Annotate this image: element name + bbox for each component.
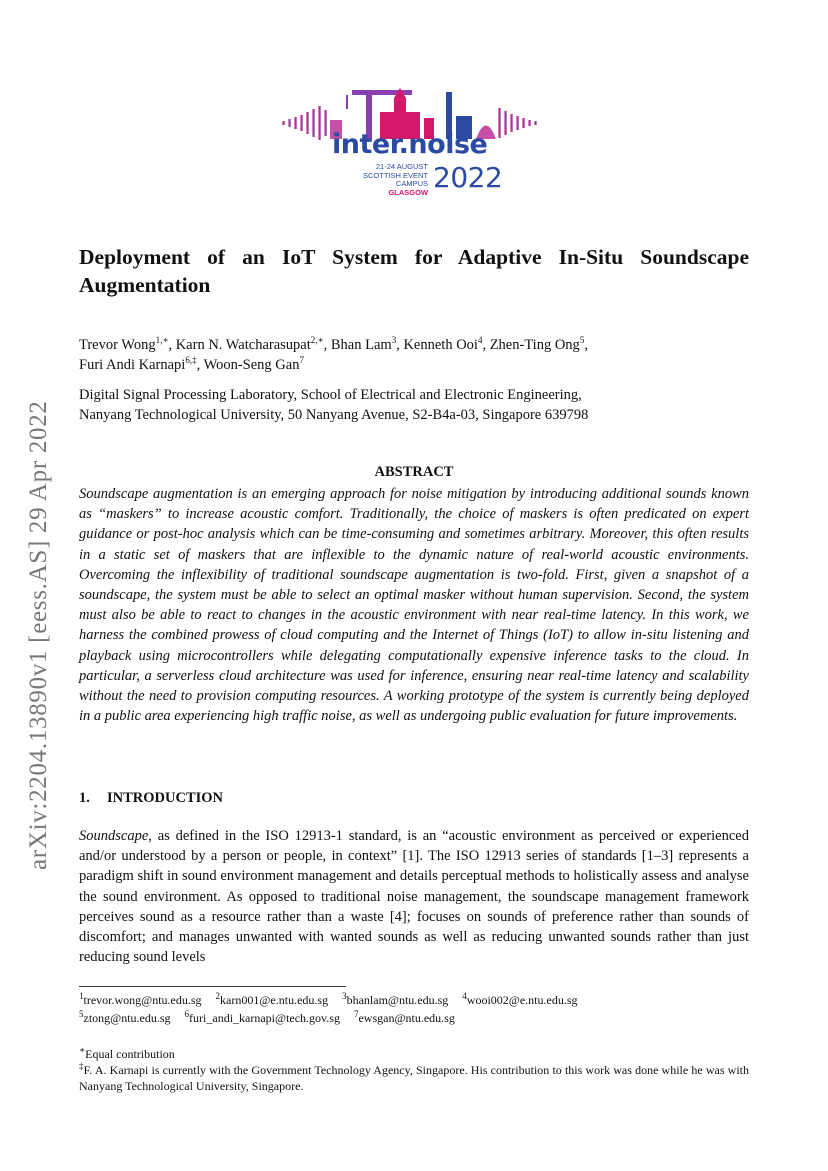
footnote-karnapi-affiliation: ‡F. A. Karnapi is currently with the Government Technology Agency, Singapore. His contribution to this work was done while he was with Nanyang Technological University, Singapore.	[79, 1061, 749, 1093]
footnote-email: $^6$furi_andi_karnapi@tech.gov.sg	[184, 1009, 340, 1025]
conference-logo	[280, 84, 546, 196]
intro-keyword: Soundscape	[79, 828, 149, 844]
footnote-email: $^7$ewsgan@ntu.edu.sg	[353, 1009, 455, 1025]
abstract-heading: ABSTRACT	[374, 464, 454, 480]
logo-year: 2022	[433, 161, 503, 194]
abstract-text: Soundscape augmentation is an emerging approach for noise mitigation by introducing additional sounds known as “maskers” to increase acoustic comfort. Traditionally, the choice of maskers is often predicated on expert guidance or post-hoc analysis which can be time-consuming and sometimes arbitrary. Moreover, this often results in a static set of maskers that are inflexible to the dynamic nature of real-world acoustic environments. Overcoming the inflexibility of traditional soundscape augmentation is two-fold. First, given a snapshot of a soundscape, the system must be able to select an optimal masker without human supervision. Second, the system must also be able to react to changes in the acoustic environment with near real-time latency. In this work, we harness the combined prowess of cloud computing and the Internet of Things (IoT) to allow in-situ listening and playback using microcontrollers while delegating computationally expensive inference tasks to the cloud. In particular, a serverless cloud architecture was used for inference, ensuring near real-time latency and scalability without the need to provision computing resources. A working prototype of the system is currently being deployed in a public area experiencing high traffic noise, as well as undergoing public evaluation for future improvements.	[79, 486, 749, 725]
author: Kenneth Ooi$^4$,	[403, 335, 490, 353]
author: Furi Andi Karnapi$^{6,\ddagger}$,	[79, 355, 204, 373]
paper-title-line-1: Deployment of an IoT System for Adaptive In-Situ Soundscape	[79, 245, 749, 269]
introduction-paragraph	[79, 826, 749, 967]
footnote-email: $^2$karn001@e.ntu.edu.sg	[215, 991, 329, 1007]
author: Zhen-Ting Ong$^5$,	[489, 335, 588, 353]
footnote-email: $^1$trevor.wong@ntu.edu.sg	[79, 991, 202, 1007]
arxiv-identifier-stamp: arXiv:2204.13890v1 [eess.AS] 29 Apr 2022	[25, 400, 52, 870]
footnote-email: $^3$bhanlam@ntu.edu.sg	[342, 991, 449, 1007]
author: Karn N. Watcharasupat$^{2,∗}$,	[175, 335, 331, 353]
affiliation-line-2: Nanyang Technological University, 50 Nanyang Avenue, S2-B4a-03, Singapore 639798	[79, 407, 589, 423]
intro-text: , as defined in the ISO 12913-1 standard, is an “acoustic environment as perceived or experienced and/or understood by a person or people, in context” [1]. The ISO 12913 series of standards [1–3] represents a paradigm shift in sound environment management and details perceptual methods to holistically assess and analyse the sound environment. As opposed to traditional noise management, the soundscape management framework perceives sound as a resource rather than a waste [4]; focuses on sounds of preference rather than sounds of discomfort; and manages unwanted with wanted sounds as well as reducing unwanted sounds rather than just reducing sound levels	[79, 828, 749, 966]
logo-event-details	[352, 163, 428, 197]
affiliation-line-1: Digital Signal Processing Laboratory, School of Electrical and Electronic Engineering,	[79, 387, 582, 403]
section-number: 1.	[79, 790, 90, 806]
section-heading-introduction	[79, 790, 749, 807]
footnote-email: $^4$wooi002@e.ntu.edu.sg	[462, 991, 578, 1007]
logo-dates: 21-24 AUGUST	[375, 162, 428, 171]
logo-wordmark: inter.noise	[332, 129, 488, 160]
footnote-equal-contribution: ∗Equal contribution	[79, 1045, 175, 1061]
author: Woon-Seng Gan$^7$	[203, 355, 304, 373]
footnote-email: $^5$ztong@ntu.edu.sg	[79, 1009, 171, 1025]
footnote-emails-line-1	[79, 992, 578, 1008]
logo-venue: SCOTTISH EVENT CAMPUS	[362, 170, 428, 188]
author: Trevor Wong$^{1,∗}$,	[79, 335, 176, 353]
logo-city: GLASGOW	[388, 187, 428, 197]
author: Bhan Lam$^3$,	[330, 335, 404, 353]
paper-title	[79, 243, 749, 299]
footnote-emails-line-2	[79, 1010, 455, 1026]
paper-title-line-2: Augmentation	[79, 273, 211, 297]
author-list	[79, 335, 749, 375]
affiliation	[79, 385, 749, 425]
section-title: INTRODUCTION	[107, 790, 224, 806]
footnote-divider	[79, 986, 346, 987]
